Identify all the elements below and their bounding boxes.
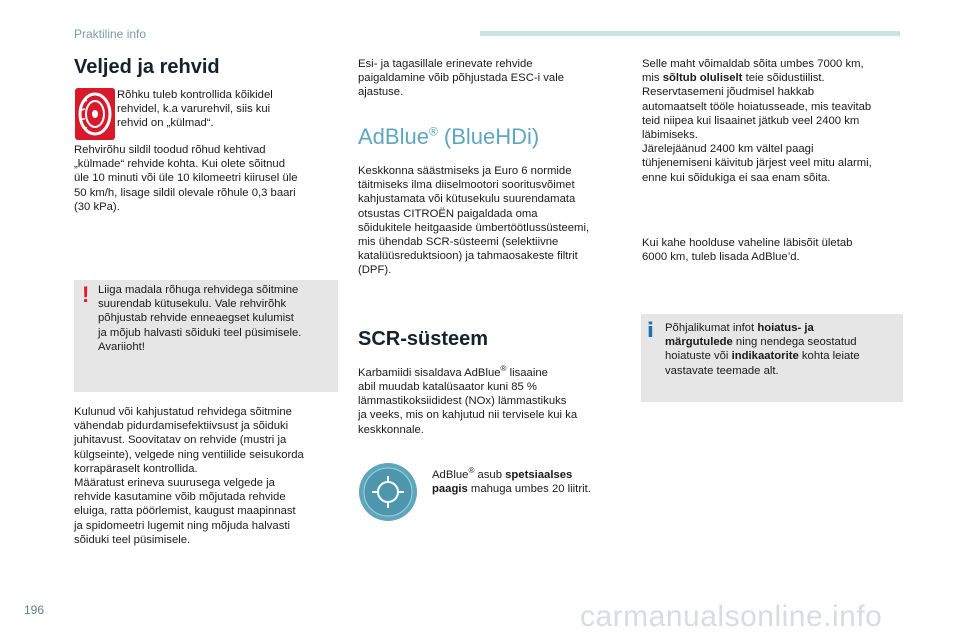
warning-box (74, 280, 338, 392)
tire-icon (75, 88, 115, 140)
euro6-text: Keskkonna säästmiseks ja Euro 6 normide täitmiseks ilma diiselmootori sooritusvõimet kahjustamata või kütusekulu suurendamata otsustas CITROËN paigaldada oma sõidukitele heitgaaside ümbertöötlussüsteemi, mis ühendab SCR-süsteemi (selektiivne katalüüsreduktsioon) ja tahmaosakeste filtrit (DPF). (358, 165, 590, 277)
watermark: carmanualsonline.info (580, 600, 883, 633)
section-header-label: Praktiline info (74, 27, 147, 41)
section-title-wheels: Veljed ja rehvid (74, 56, 220, 78)
info-icon: i (647, 318, 654, 342)
tire-pressure-text: Rehvirõhu sildil toodud rõhud kehtivad „külmade“ rehvide kohta. Kui olete sõitnud üle 10 minuti või üle 10 kilomeetri kiirusel üle 50 km/h, lisage sildil olevale rõhule 0,3 baari (30 kPa). (74, 144, 298, 213)
adblue-tank-icon (358, 462, 418, 522)
header-rule (480, 31, 900, 36)
scr-text: Karbamiidi sisaldava AdBlue® lisaaine abil muudab katalüsaator kuni 85 % lämmastikoksiididest (NOx) lämmastikuks ja veeks, mis on kahjutud nii tervisele kui ka keskkonnale. (358, 364, 578, 436)
service-interval-text: Kui kahe hoolduse vaheline läbisõit ületab 6000 km, tuleb lisada AdBlue’d. (642, 237, 853, 264)
section-title-scr: SCR-süsteem (358, 328, 489, 350)
tire-intro-text: Rõhku tuleb kontrollida kõikidel rehvidel, k.a varurehvil, siis kui rehvid on „külmad“. (117, 89, 273, 130)
page-number: 196 (24, 603, 45, 617)
tire-svg (75, 88, 115, 140)
worn-tires-text: Kulunud või kahjustatud rehvidega sõitmine vähendab pidurdamisefektiivsust ja sõiduki juhitavust. Soovitatav on rehvide (mustri ja külgseinte), velgede ning ventiilide seisukorda korrapäraselt kontrollida. Määratust erineva suurusega velgede ja rehvide kasutamine võib mõjutada rehvide eluiga, ratta pöörlemist, kaugust maapinnast ja spidomeetri lugemit ning mõjuda halvasti sõiduki teel püsimisele. (74, 406, 304, 546)
warning-icon: ! (82, 282, 90, 307)
esc-text: Esi- ja tagasillale erinevate rehvide paigaldamine võib põhjustada ESC-i vale ajastuse. (358, 58, 564, 99)
section-title-adblue: AdBlue® (BlueHDi) (358, 124, 540, 149)
adblue-tank-svg (358, 462, 418, 522)
info-text: Põhjalikumat infot hoiatus- ja märgutulede ning nendega seostatud hoiatuste või indikaatorite kohta leiate vastavate teemade alt. (665, 322, 860, 377)
info-box (641, 314, 903, 402)
page-header (0, 0, 960, 46)
tank-capacity-text: AdBlue® asub spetsiaalses paagis mahuga umbes 20 liitrit. (432, 466, 591, 495)
warning-text: Liiga madala rõhuga rehvidega sõitmine suurendab kütusekulu. Vale rehvirõhk põhjustab rehvide enneaegset kulumist ja mõjub halvasti sõiduki teel püsimisele. Avariioht! (98, 284, 302, 353)
range-text: Selle maht võimaldab sõita umbes 7000 km, mis sõltub oluliselt teie sõidustiilist. Reservtasemeni jõudmisel hakkab automaatselt tööle hoiatusseade, mis teavitab teid niipea kui lisaainet jätkub veel 2400 km läbimiseks. Järelejäänud 2400 km vältel paagi tühjenemiseni käivitub järjest veel mitu alarmi, enne kui sõidukiga ei saa enam sõita. (642, 58, 872, 184)
